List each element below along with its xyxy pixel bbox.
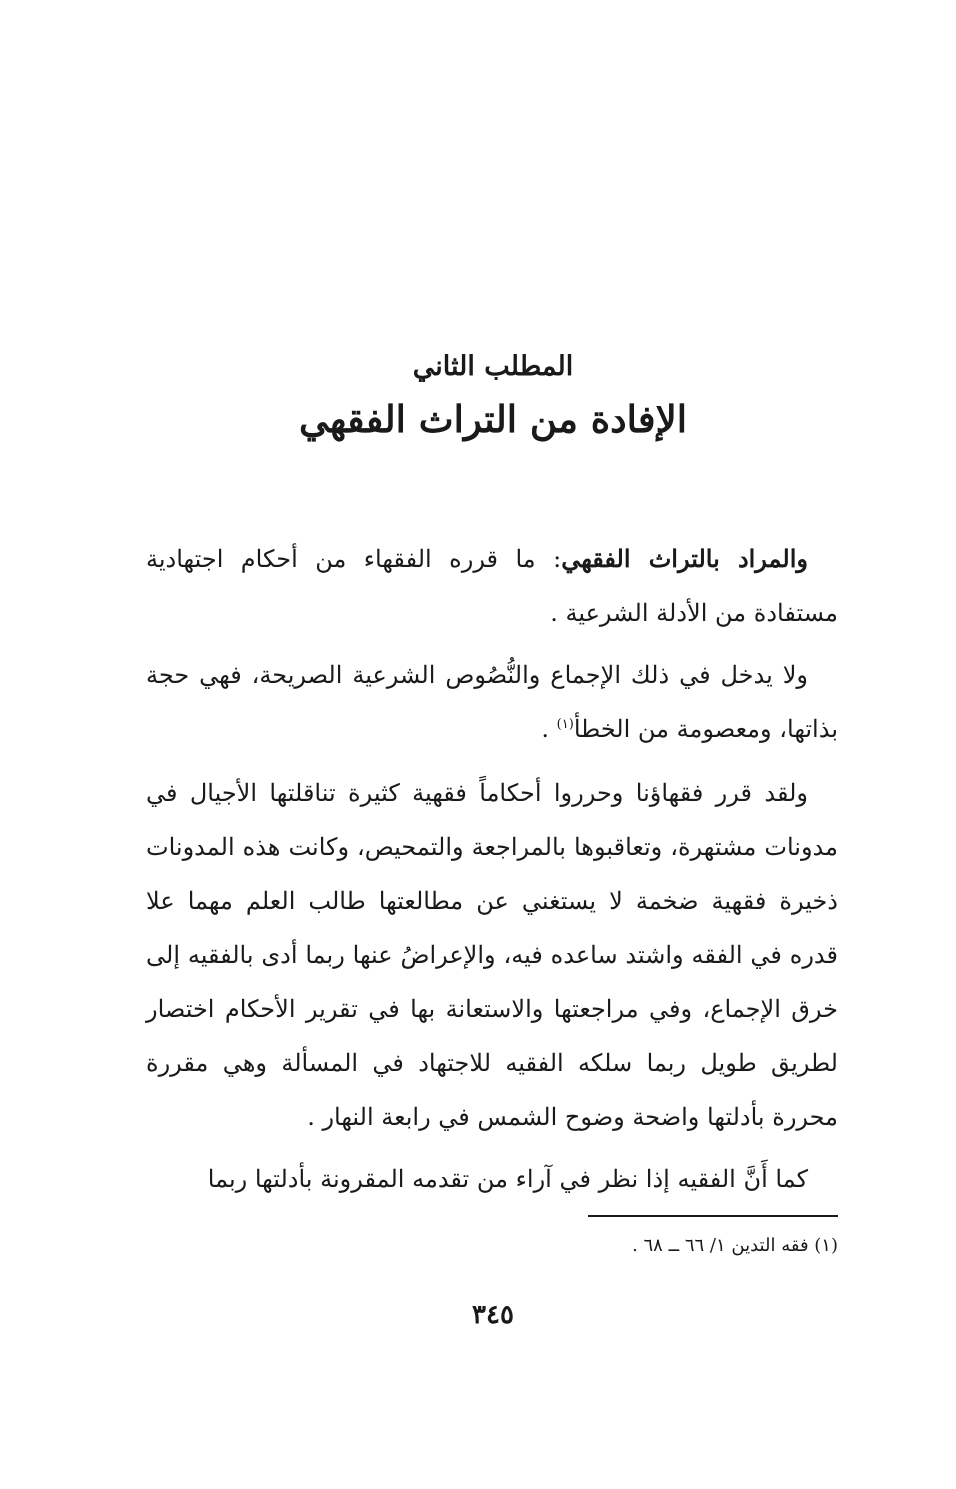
paragraph-continuation: كما أَنَّ الفقيه إذا نظر في آراء من تقدمه المقرونة بأدلتها ربما xyxy=(207,1165,808,1193)
paragraph-heritage: ولقد قرر فقهاؤنا وحرروا أحكاماً فقهية كثيرة تناقلتها الأجيال في مدونات مشتهرة، وتعاقبوها بالمراجعة والتمحيص، وكانت هذه المدونات ذخيرة فقهية ضخمة لا يستغني عن مطالعتها طالب العلم مهما علا قدره في الفقه واشتد ساعده فيه، والإعراضُ عنها ربما أدى بالفقيه إلى خرق الإجماع، وفي مراجعتها والاستعانة بها في تقرير الأحكام اختصار لطريق طويل ربما سلكه الفقيه للاجتهاد في المسألة وهي مقررة محررة بأدلتها واضحة وضوح الشمس في رابعة النهار . xyxy=(146,779,838,1131)
page-number: ٣٤٥ xyxy=(472,1300,514,1330)
footnote: (١) فقه التدين ١/ ٦٦ ــ ٦٨ . xyxy=(632,1235,838,1256)
section-label: المطلب الثاني xyxy=(412,351,574,382)
footnote-divider xyxy=(588,1215,838,1217)
heading-block xyxy=(0,345,956,449)
exclusion-text: ولا يدخل في ذلك الإجماع والنُّصُوص الشرعية الصريحة، فهي حجة بذاتها، ومعصومة من الخطأ xyxy=(146,661,838,743)
definition-text: : ما قرره الفقهاء من أحكام اجتهادية مستفادة من الأدلة الشرعية . xyxy=(146,545,838,627)
exclusion-end: . xyxy=(541,715,557,743)
footnote-reference: (١) xyxy=(556,717,574,732)
paragraph-exclusion xyxy=(146,648,838,756)
paragraph-definition xyxy=(146,532,838,640)
section-title: الإفادة من التراث الفقهي xyxy=(299,397,687,441)
defined-term: والمراد بالتراث الفقهي xyxy=(561,544,808,573)
body-text xyxy=(146,532,838,1214)
